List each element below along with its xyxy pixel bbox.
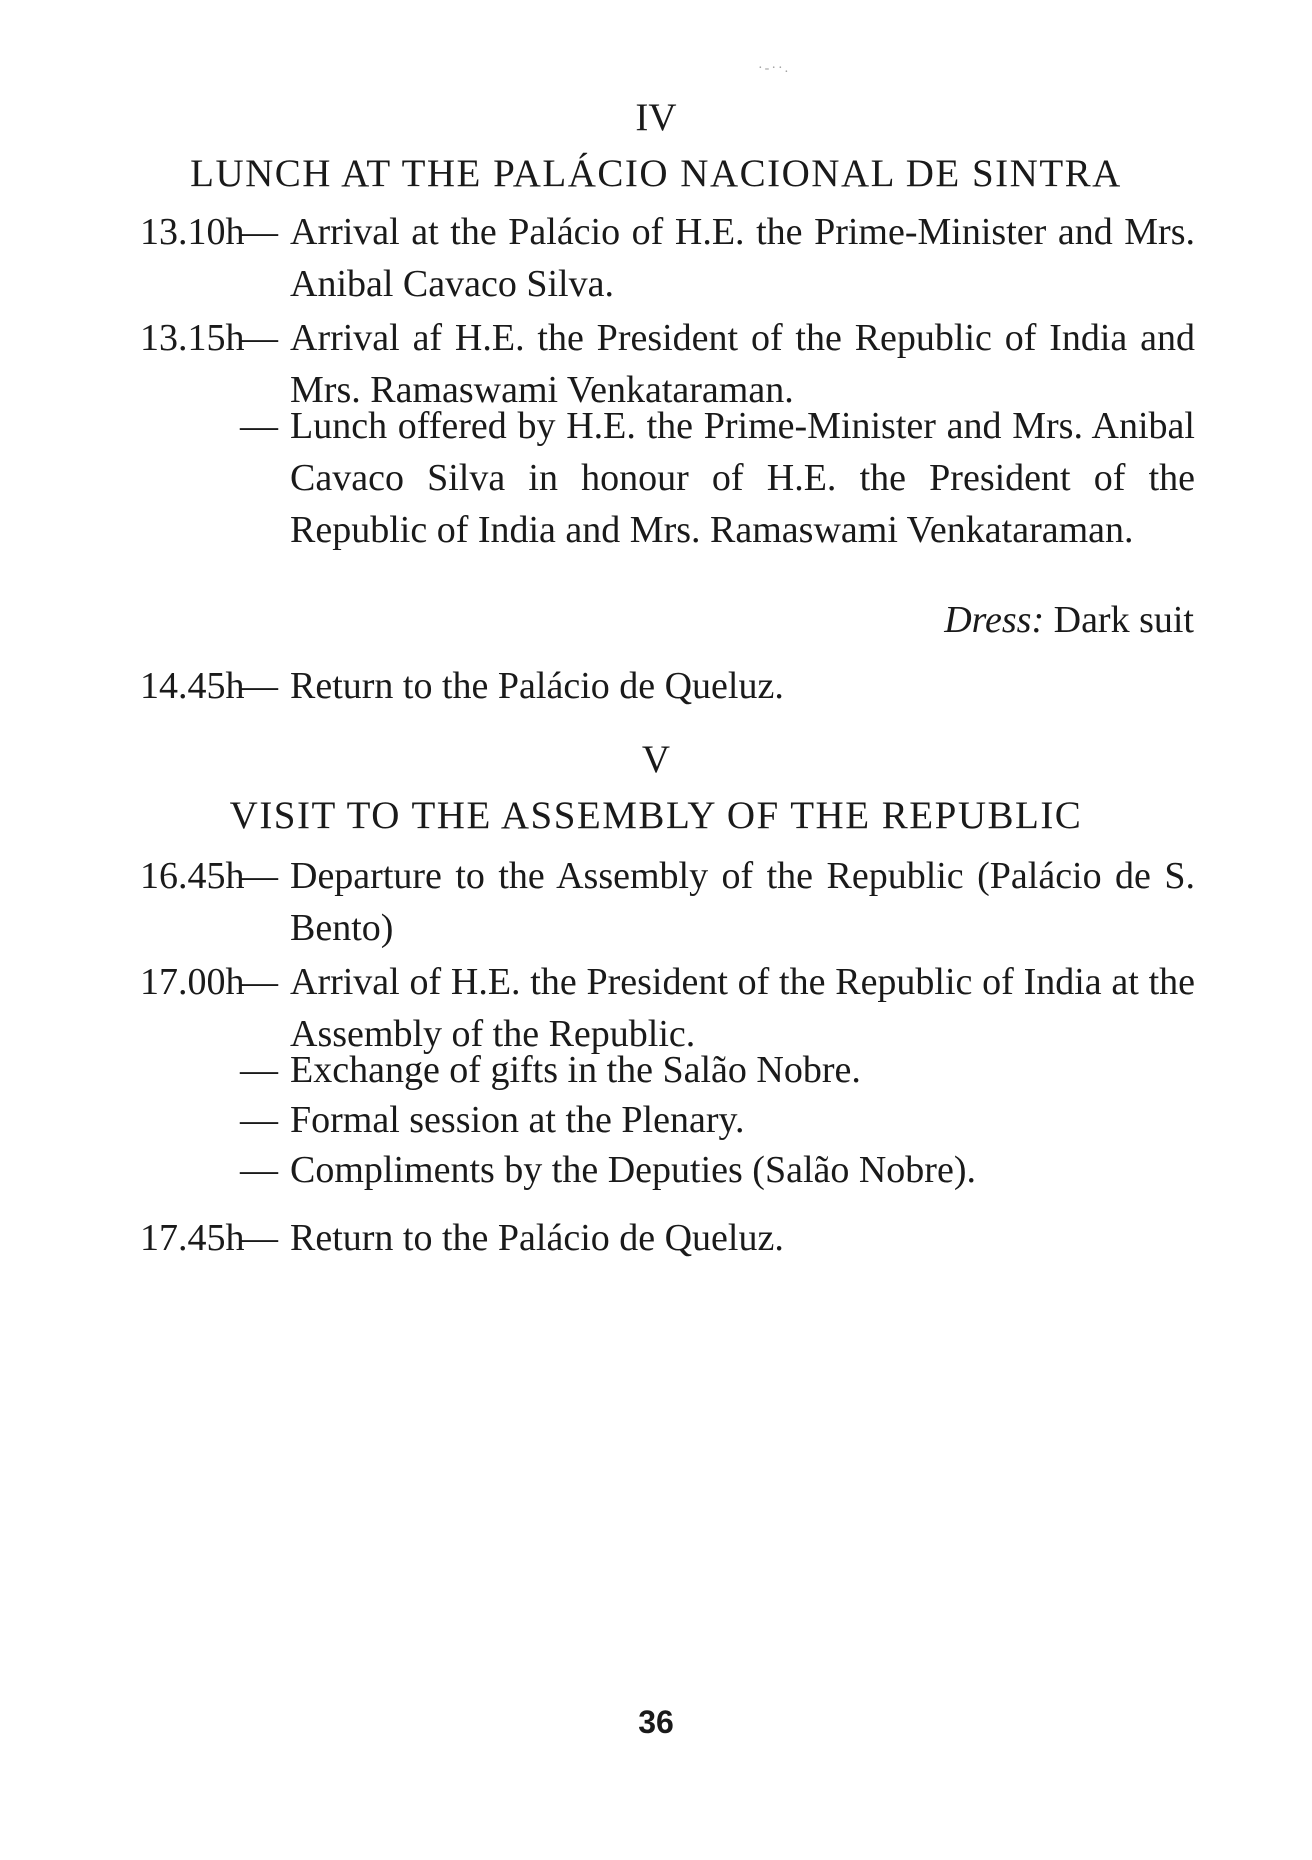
entry-dash: — [240,1049,278,1091]
entry-text: Arrival at the Palácio of H.E. the Prime-Minister and Mrs. Anibal Cavaco Silva. [290,211,1195,305]
entry-text: Lunch offered by H.E. the Prime-Minister and Mrs. Anibal Cavaco Silva in honour of H.E. the President of the Republic of India and Mrs. Ramaswami Venkataraman. [290,405,1195,551]
entry-dash: — [240,961,278,1003]
entry-time: 13.10h [140,211,245,253]
entry-text: Formal session at the Plenary. [290,1099,745,1141]
entry-text: Return to the Palácio de Queluz. [290,665,784,707]
section-iv-numeral: IV [635,96,677,139]
entry-time: 17.45h [140,1217,245,1259]
dress-label: Dress: [944,599,1045,641]
entry-time: 16.45h [140,855,245,897]
section-v-heading: VISIT TO THE ASSEMBLY OF THE REPUBLIC [229,794,1083,837]
section-iv-heading: LUNCH AT THE PALÁCIO NACIONAL DE SINTRA [190,152,1122,195]
entry-text: Arrival of H.E. the President of the Republic of India at the Assembly of the Republic. [290,961,1195,1055]
entry-time: 17.00h [140,961,245,1003]
entry-dash: — [240,1217,278,1259]
entry-dash: — [240,317,278,359]
entry-time: 13.15h [140,317,245,359]
entry-dash: — [240,665,278,707]
dress-code [944,594,1194,646]
section-v-numeral: V [641,738,671,781]
entry-time: 14.45h [140,665,245,707]
page-number: 36 [638,1704,674,1740]
scan-mark: ·-··. [758,61,791,76]
entry-text: Arrival af H.E. the President of the Republic of India and Mrs. Ramaswami Venkataraman. [290,317,1195,411]
entry-dash: — [240,1149,278,1191]
entry-text: Compliments by the Deputies (Salão Nobre). [290,1149,976,1191]
dress-value: Dark suit [1053,599,1194,641]
entry-dash: — [240,855,278,897]
entry-text: Exchange of gifts in the Salão Nobre. [290,1049,861,1091]
entry-dash: — [240,405,278,447]
entry-text: Return to the Palácio de Queluz. [290,1217,784,1259]
entry-dash: — [240,1099,278,1141]
entry-text: Departure to the Assembly of the Republic (Palácio de S. Bento) [290,855,1195,949]
entry-dash: — [240,211,278,253]
